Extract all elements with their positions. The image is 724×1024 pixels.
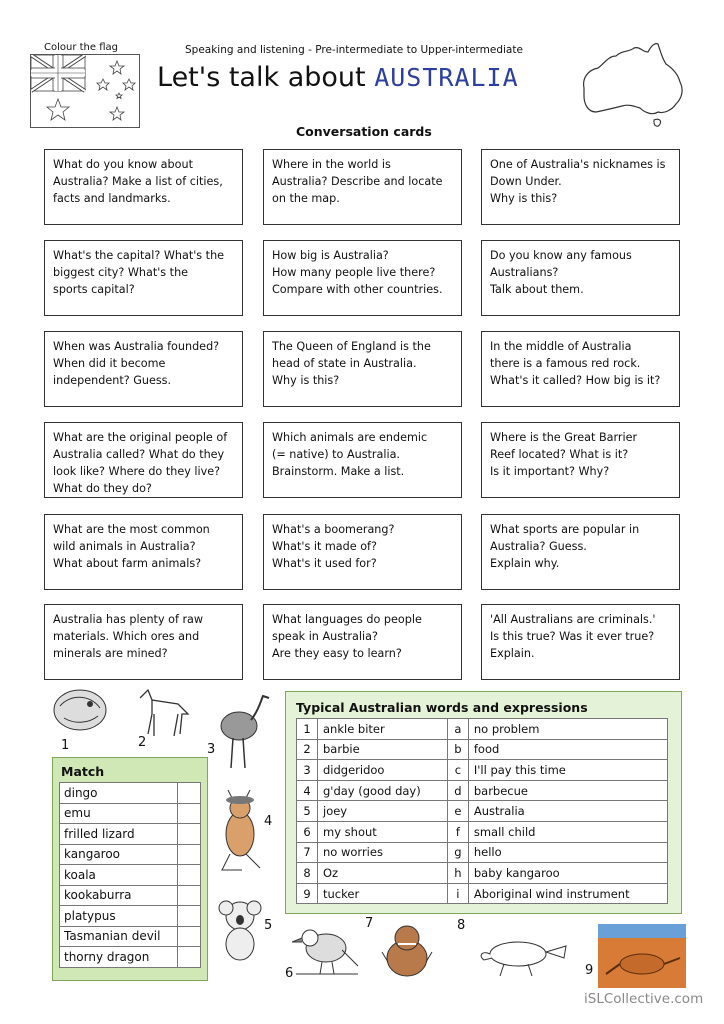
card-line: Brainstorm. Make a list.	[272, 465, 405, 478]
match-animal: thorny dragon	[60, 947, 178, 968]
word-number: 8	[297, 863, 318, 884]
card-line: When did it become	[53, 357, 166, 370]
meaning-letter: i	[447, 883, 468, 904]
match-animal: kookaburra	[60, 885, 178, 906]
card-line: Reef located? What is it?	[490, 448, 629, 461]
card-line: When was Australia founded?	[53, 340, 220, 353]
card-line: Australia? Describe and locate	[272, 175, 443, 188]
card-line: 'All Australians are criminals.'	[490, 613, 656, 626]
conversation-card	[263, 514, 462, 590]
words-row	[297, 821, 668, 842]
animal-number-2: 2	[138, 735, 147, 750]
match-table	[59, 782, 201, 968]
thorny-dragon-picture	[598, 924, 686, 992]
card-line: What's the capital? What's the	[53, 249, 225, 262]
match-animal: platypus	[60, 906, 178, 927]
word-term: g'day (good day)	[318, 780, 448, 801]
match-answer-cell[interactable]	[178, 803, 201, 824]
card-line: What are the original people of	[53, 431, 228, 444]
word-meaning: food	[468, 739, 667, 760]
word-number: 1	[297, 719, 318, 740]
match-animal: dingo	[60, 783, 178, 804]
words-table	[296, 718, 668, 904]
match-answer-cell[interactable]	[178, 865, 201, 886]
meaning-letter: c	[447, 760, 468, 781]
match-answer-cell[interactable]	[178, 824, 201, 845]
word-number: 9	[297, 883, 318, 904]
match-animal: kangaroo	[60, 844, 178, 865]
word-number: 6	[297, 821, 318, 842]
match-title: Match	[61, 764, 105, 779]
kangaroo-picture	[216, 790, 266, 878]
colour-flag-label: Colour the flag	[44, 42, 118, 53]
platypus-picture	[476, 926, 568, 984]
cards-heading: Conversation cards	[296, 124, 432, 139]
word-number: 3	[297, 760, 318, 781]
card-line: Is this true? Was it ever true?	[490, 630, 655, 643]
card-line: Australia called? What do they	[53, 448, 225, 461]
emu-picture	[215, 690, 275, 776]
watermark: iSLCollective.com	[584, 991, 704, 1007]
animal-number-9: 9	[585, 963, 594, 978]
card-line: minerals are mined?	[53, 647, 168, 660]
card-line: Do you know any famous	[490, 249, 632, 262]
conversation-card	[263, 240, 462, 316]
card-line: What languages do people	[272, 613, 422, 626]
words-row	[297, 760, 668, 781]
card-line: What's a boomerang?	[272, 523, 395, 536]
meaning-letter: g	[447, 842, 468, 863]
match-answer-cell[interactable]	[178, 906, 201, 927]
words-box	[285, 691, 682, 914]
card-line: Australia has plenty of raw	[53, 613, 204, 626]
word-meaning: hello	[468, 842, 667, 863]
card-line: Compare with other countries.	[272, 283, 443, 296]
card-line: Explain.	[490, 647, 535, 660]
card-line: materials. Which ores and	[53, 630, 200, 643]
card-line: In the middle of Australia	[490, 340, 632, 353]
card-line: One of Australia's nicknames is	[490, 158, 666, 171]
card-line: How many people live there?	[272, 266, 436, 279]
card-line: Is it important? Why?	[490, 465, 610, 478]
card-line: biggest city? What's the	[53, 266, 189, 279]
page-title	[157, 62, 519, 93]
card-line: Where is the Great Barrier	[490, 431, 638, 444]
match-animal: Tasmanian devil	[60, 926, 178, 947]
word-term: no worries	[318, 842, 448, 863]
animal-number-4: 4	[264, 814, 273, 829]
card-line: (= native) to Australia.	[272, 448, 400, 461]
australia-map-outline	[578, 38, 688, 130]
card-line: there is a famous red rock.	[490, 357, 641, 370]
match-animal: frilled lizard	[60, 824, 178, 845]
card-line: sports capital?	[53, 283, 135, 296]
card-line: Australians?	[490, 266, 559, 279]
card-line: Australia? Make a list of cities,	[53, 175, 223, 188]
match-box	[52, 757, 208, 981]
conversation-card	[481, 514, 680, 590]
match-row	[60, 824, 201, 845]
conversation-card	[481, 240, 680, 316]
card-line: How big is Australia?	[272, 249, 389, 262]
match-row	[60, 947, 201, 968]
word-number: 4	[297, 780, 318, 801]
word-meaning: barbecue	[468, 780, 667, 801]
card-line: Are they easy to learn?	[272, 647, 402, 660]
word-meaning: Australia	[468, 801, 667, 822]
word-meaning: I'll pay this time	[468, 760, 667, 781]
word-term: ankle biter	[318, 719, 448, 740]
card-line: on the map.	[272, 192, 340, 205]
meaning-letter: h	[447, 863, 468, 884]
words-row	[297, 719, 668, 740]
conversation-card	[481, 604, 680, 680]
word-number: 2	[297, 739, 318, 760]
word-term: my shout	[318, 821, 448, 842]
word-term: joey	[318, 801, 448, 822]
meaning-letter: f	[447, 821, 468, 842]
words-row	[297, 883, 668, 904]
words-row	[297, 780, 668, 801]
card-line: wild animals in Australia?	[53, 540, 196, 553]
dingo-picture	[50, 684, 110, 740]
conversation-card	[44, 514, 243, 590]
match-animal: emu	[60, 803, 178, 824]
word-meaning: baby kangaroo	[468, 863, 667, 884]
card-line: What's it called? How big is it?	[490, 374, 661, 387]
card-line: Explain why.	[490, 557, 560, 570]
title-country: AUSTRALIA	[374, 63, 519, 92]
animal-number-8: 8	[457, 918, 466, 933]
match-answer-cell[interactable]	[178, 783, 201, 804]
word-number: 7	[297, 842, 318, 863]
card-line: Why is this?	[272, 374, 340, 387]
animal-number-7: 7	[365, 916, 374, 931]
match-row	[60, 783, 201, 804]
word-number: 5	[297, 801, 318, 822]
animal-number-3: 3	[207, 742, 216, 757]
conversation-card	[263, 149, 462, 225]
meaning-letter: a	[447, 719, 468, 740]
card-line: Where in the world is	[272, 158, 391, 171]
card-line: Australia? Guess.	[490, 540, 587, 553]
card-line: What do they do?	[53, 482, 152, 495]
word-term: tucker	[318, 883, 448, 904]
conversation-card	[44, 422, 243, 498]
words-title: Typical Australian words and expressions	[296, 700, 588, 715]
conversation-card	[263, 331, 462, 407]
meaning-letter: e	[447, 801, 468, 822]
card-line: What about farm animals?	[53, 557, 202, 570]
word-meaning: no problem	[468, 719, 667, 740]
match-row	[60, 906, 201, 927]
match-answer-cell[interactable]	[178, 844, 201, 865]
card-line: Talk about them.	[490, 283, 584, 296]
conversation-card	[263, 422, 462, 498]
card-line: What's it made of?	[272, 540, 377, 553]
meaning-letter: b	[447, 739, 468, 760]
card-line: facts and landmarks.	[53, 192, 171, 205]
animal-number-6: 6	[285, 966, 294, 981]
conversation-card	[263, 604, 462, 680]
animal-number-5: 5	[264, 918, 273, 933]
card-line: head of state in Australia.	[272, 357, 417, 370]
card-line: What do you know about	[53, 158, 193, 171]
word-term: Oz	[318, 863, 448, 884]
card-line: Down Under.	[490, 175, 562, 188]
word-meaning: Aboriginal wind instrument	[468, 883, 667, 904]
match-answer-cell[interactable]	[178, 947, 201, 968]
conversation-card	[481, 331, 680, 407]
card-line: Why is this?	[490, 192, 558, 205]
card-line: independent? Guess.	[53, 374, 172, 387]
word-term: didgeridoo	[318, 760, 448, 781]
kookaburra-picture	[292, 922, 362, 984]
tasmanian-devil-picture	[374, 922, 440, 986]
conversation-card	[481, 149, 680, 225]
animal-number-1: 1	[61, 738, 70, 753]
words-row	[297, 842, 668, 863]
card-line: speak in Australia?	[272, 630, 378, 643]
words-row	[297, 801, 668, 822]
conversation-card	[44, 149, 243, 225]
card-line: The Queen of England is the	[272, 340, 431, 353]
match-row	[60, 865, 201, 886]
card-line: What sports are popular in	[490, 523, 640, 536]
level-subtitle: Speaking and listening - Pre-intermediate to Upper-intermediate	[185, 44, 523, 56]
word-term: barbie	[318, 739, 448, 760]
words-row	[297, 863, 668, 884]
conversation-card	[44, 331, 243, 407]
card-line: What are the most common	[53, 523, 210, 536]
match-animal: koala	[60, 865, 178, 886]
card-line: look like? Where do they live?	[53, 465, 221, 478]
match-row	[60, 803, 201, 824]
match-answer-cell[interactable]	[178, 885, 201, 906]
title-prefix: Let's talk about	[157, 62, 366, 93]
word-meaning: small child	[468, 821, 667, 842]
meaning-letter: d	[447, 780, 468, 801]
card-line: What's it used for?	[272, 557, 377, 570]
conversation-card	[481, 422, 680, 498]
koala-picture	[218, 896, 264, 966]
match-row	[60, 926, 201, 947]
flag-outline	[30, 54, 140, 128]
conversation-card	[44, 240, 243, 316]
words-row	[297, 739, 668, 760]
match-answer-cell[interactable]	[178, 926, 201, 947]
card-line: Which animals are endemic	[272, 431, 428, 444]
conversation-card	[44, 604, 243, 680]
match-row	[60, 885, 201, 906]
match-row	[60, 844, 201, 865]
